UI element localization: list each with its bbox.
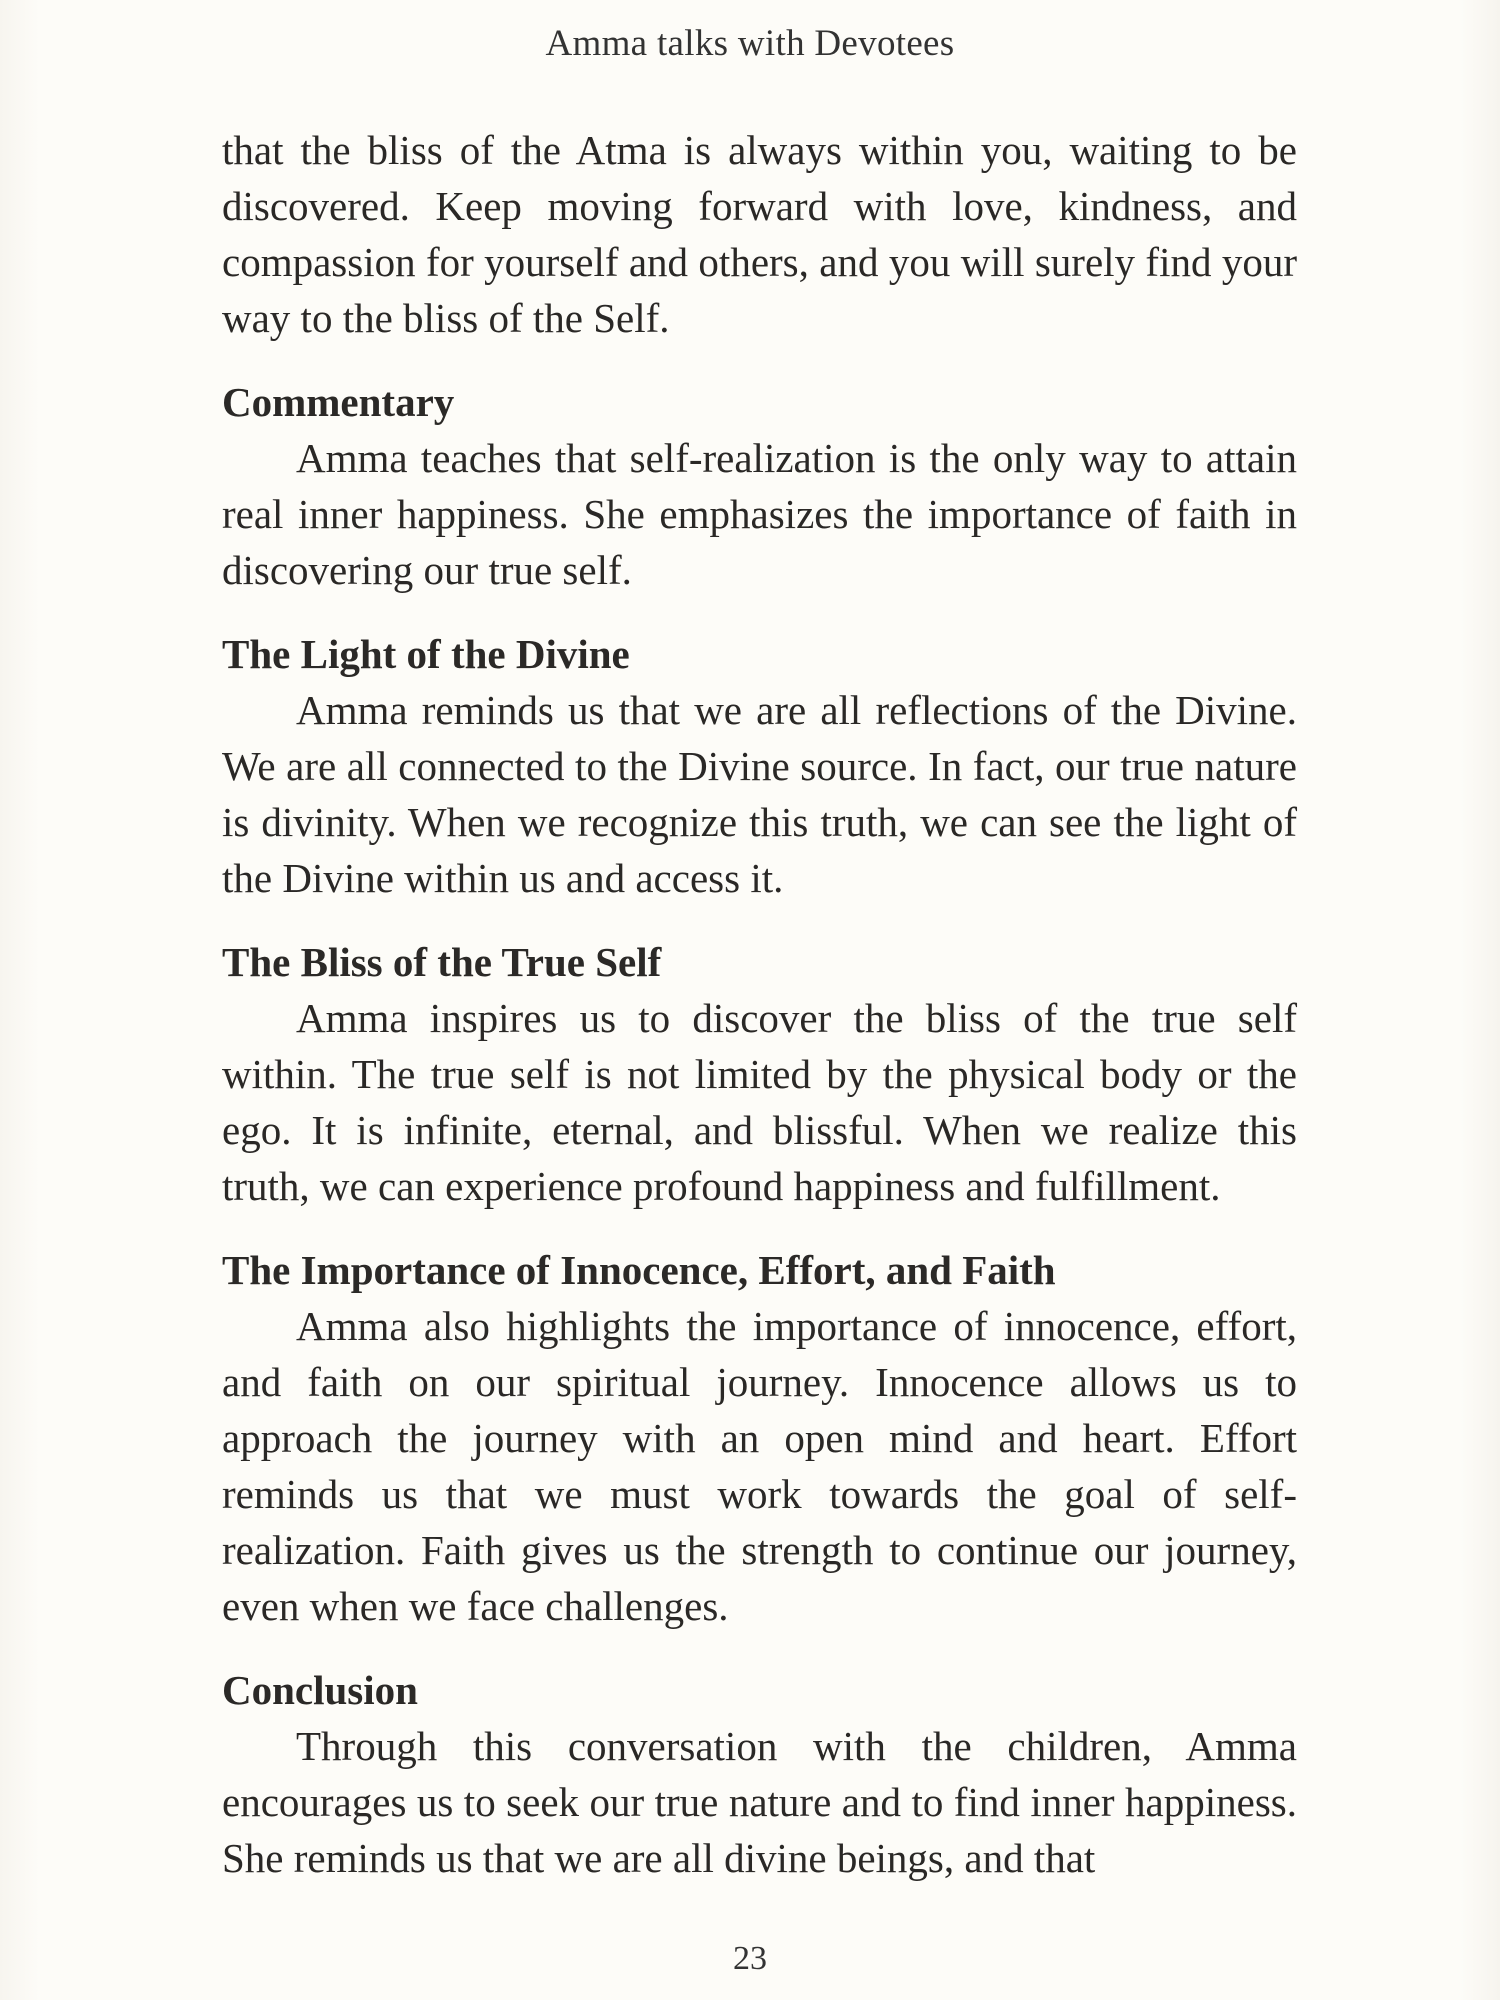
page-body [222, 122, 1297, 1886]
section-heading: The Bliss of the True Self [222, 939, 662, 985]
section-bliss-of-the-true-self [222, 934, 1297, 1214]
section-heading: The Light of the Divine [222, 631, 630, 677]
section-heading: Commentary [222, 379, 455, 425]
section-paragraph: Amma reminds us that we are all reflections of the Divine. We are all connected to the Divine source. In fact, our true nature is divinity. When we recognize this truth, we can see the light of the Divine within us and access it. [222, 687, 1297, 901]
section-commentary [222, 374, 1297, 598]
section-heading: The Importance of Innocence, Effort, and Faith [222, 1247, 1056, 1293]
section-paragraph: Amma teaches that self-realization is the only way to attain real inner happiness. She emphasizes the importance of faith in discovering our true self. [222, 435, 1297, 593]
running-head: Amma talks with Devotees [545, 23, 955, 64]
page-number: 23 [733, 1940, 767, 1977]
section-paragraph: Through this conversation with the children, Amma encourages us to seek our true nature and to find inner happiness. She reminds us that we are all divine beings, and that [222, 1723, 1297, 1881]
section-paragraph: Amma inspires us to discover the bliss of the true self within. The true self is not limited by the physical body or the ego. It is infinite, eternal, and blissful. When we realize this truth, we can experience profound happiness and fulfillment. [222, 995, 1297, 1209]
section-innocence-effort-faith [222, 1242, 1297, 1634]
opening-paragraph: that the bliss of the Atma is always within you, waiting to be discovered. Keep moving forward with love, kindness, and compassion for yourself and others, and you will surely find your way to the bliss of the Self. [222, 127, 1297, 341]
section-conclusion [222, 1662, 1297, 1886]
section-paragraph: Amma also highlights the importance of innocence, effort, and faith on our spiritual journey. Innocence allows us to approach the journey with an open mind and heart. Effort reminds us that we must work towards the goal of self-realization. Faith gives us the strength to continue our journey, even when we face challenges. [222, 1303, 1297, 1629]
section-heading: Conclusion [222, 1667, 418, 1713]
section-light-of-the-divine [222, 626, 1297, 906]
